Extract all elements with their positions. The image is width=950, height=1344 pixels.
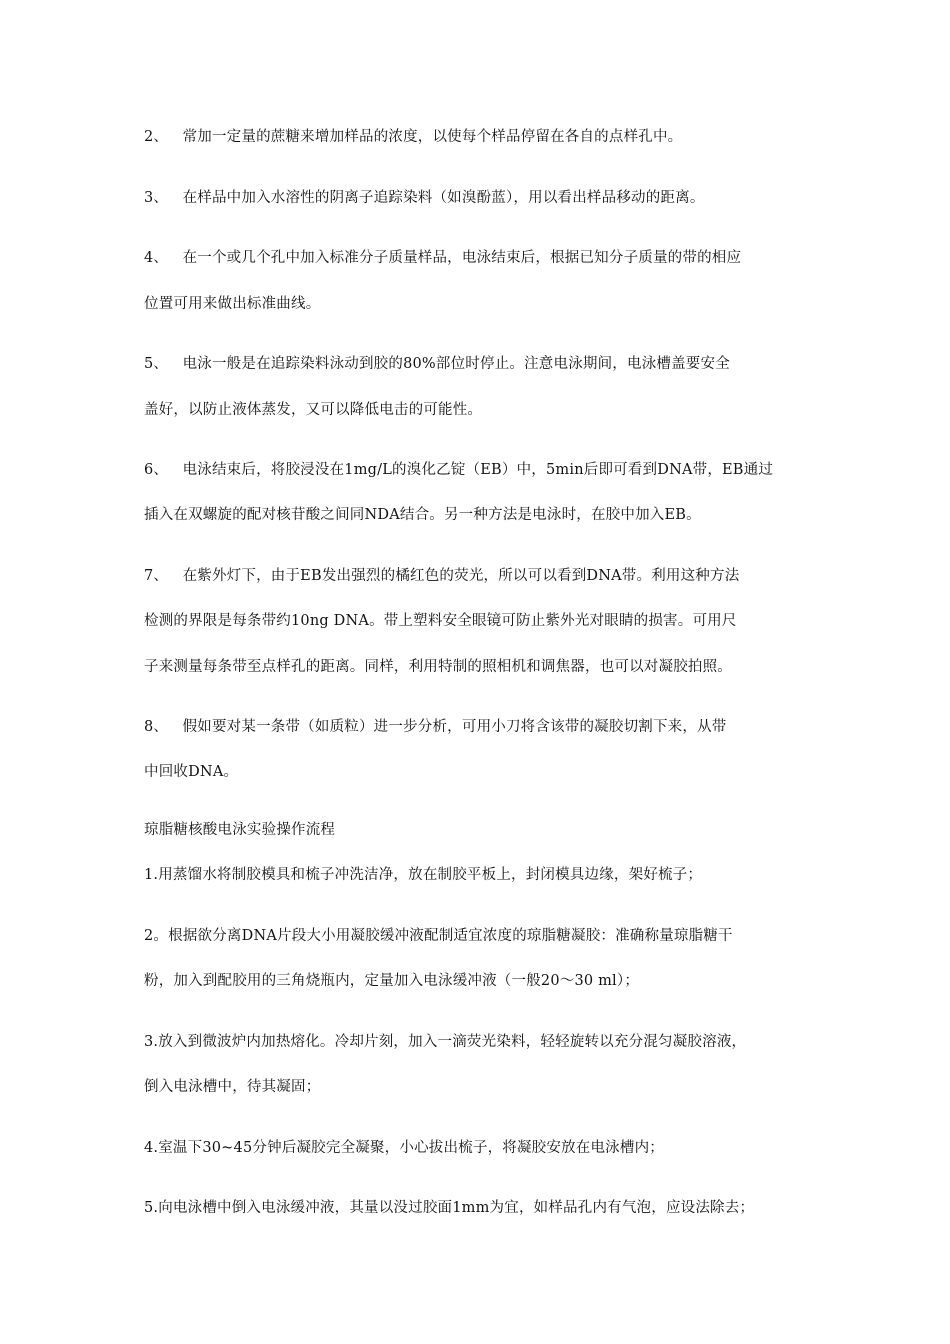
item-2-line-1 [144, 128, 682, 146]
item-number: 4、 [144, 250, 169, 266]
item-text: 在样品中加入水溶性的阴离子追踪染料（如溴酚蓝），用以看出样品移动的距离。 [182, 190, 705, 206]
item-7-line-2: 检测的界限是每条带约10ng DNA。带上塑料安全眼镜可防止紫外光对眼睛的损害。可用尺 [144, 613, 737, 629]
step-3-line-2: 倒入电泳槽中，待其凝固； [144, 1079, 321, 1095]
section-title: 琼脂糖核酸电泳实验操作流程 [144, 822, 336, 838]
step-5-line-1: 5.向电泳槽中倒入电泳缓冲液，其量以没过胶面1mm为宜，如样品孔内有气泡，应设法除去； [144, 1200, 755, 1216]
item-text: 在一个或几个孔中加入标准分子质量样品，电泳结束后，根据已知分子质量的带的相应 [182, 250, 742, 266]
step-4-line-1: 4.室温下30~45分钟后凝胶完全凝聚，小心拔出梳子，将凝胶安放在电泳槽内； [144, 1140, 664, 1156]
step-2-line-1: 2。根据欲分离DNA片段大小用凝胶缓冲液配制适宜浓度的琼脂糖凝胶：准确称量琼脂糖干 [144, 928, 733, 944]
item-text: 假如要对某一条带（如质粒）进一步分析，可用小刀将含该带的凝胶切割下来，从带 [182, 719, 727, 735]
item-7-line-1 [144, 567, 739, 585]
item-7-line-3: 子来测量每条带至点样孔的距离。同样，利用特制的照相机和调焦器，也可以对凝胶拍照。 [144, 659, 732, 675]
item-text: 电泳一般是在追踪染料泳动到胶的80%部位时停止。注意电泳期间，电泳槽盖要安全 [182, 356, 730, 372]
item-number: 2、 [144, 129, 169, 145]
step-3-line-1: 3.放入到微波炉内加热熔化。冷却片刻，加入一滴荧光染料，轻轻旋转以充分混匀凝胶溶液， [144, 1034, 747, 1050]
item-number: 5、 [144, 356, 169, 372]
item-4-line-2: 位置可用来做出标准曲线。 [144, 296, 321, 312]
item-6-line-1 [144, 461, 773, 479]
item-6-line-2: 插入在双螺旋的配对核苷酸之间同NDA结合。另一种方法是电泳时，在胶中加入EB。 [144, 507, 701, 523]
item-5-line-2: 盖好，以防止液体蒸发，又可以降低电击的可能性。 [144, 402, 483, 418]
step-1-line-1: 1.用蒸馏水将制胶模具和梳子冲洗洁净，放在制胶平板上，封闭模具边缘，架好梳子； [144, 867, 703, 883]
item-number: 8、 [144, 719, 169, 735]
item-number: 6、 [144, 462, 169, 478]
item-text: 在紫外灯下，由于EB发出强烈的橘红色的荧光，所以可以看到DNA带。利用这种方法 [182, 568, 740, 584]
step-2-line-2: 粉，加入到配胶用的三角烧瓶内，定量加入电泳缓冲液（一般20～30 ml）； [144, 973, 640, 989]
item-text: 电泳结束后，将胶浸没在1mg/L的溴化乙锭（EB）中，5min后即可看到DNA带，EB通过 [182, 462, 774, 478]
item-number: 7、 [144, 568, 169, 584]
item-5-line-1 [144, 355, 730, 373]
item-8-line-1 [144, 718, 726, 736]
item-4-line-1 [144, 249, 741, 267]
item-number: 3、 [144, 190, 169, 206]
item-3-line-1 [144, 189, 705, 207]
item-text: 常加一定量的蔗糖来增加样品的浓度，以使每个样品停留在各自的点样孔中。 [182, 129, 683, 145]
item-8-line-2: 中回收DNA。 [144, 764, 239, 780]
